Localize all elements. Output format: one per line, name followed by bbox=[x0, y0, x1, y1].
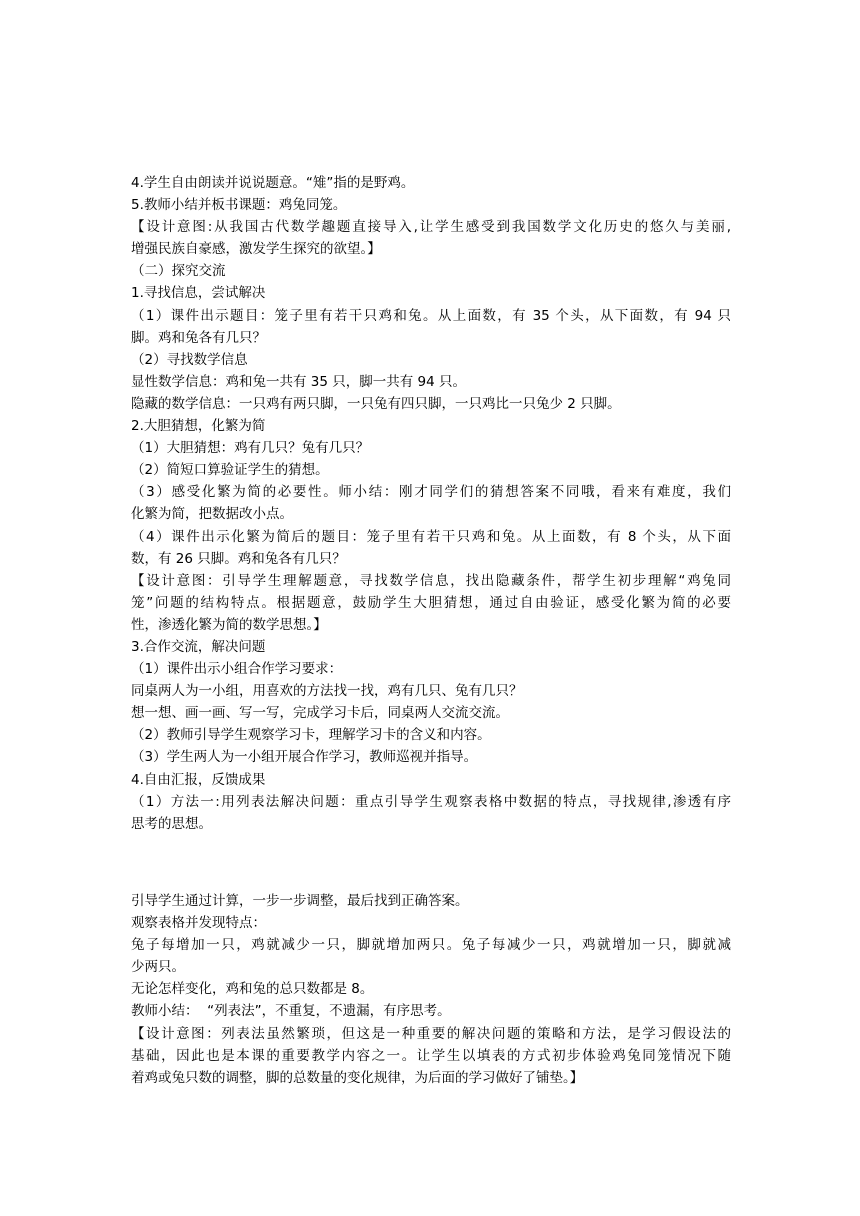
text-line: 2.大胆猜想，化繁为简 bbox=[131, 418, 266, 435]
text-line: 增强民族自豪感，激发学生探究的欲望。】 bbox=[131, 241, 381, 258]
text-line: 3.合作交流，解决问题 bbox=[131, 638, 266, 655]
text-line: （2）教师引导学生观察学习卡，理解学习卡的含义和内容。 bbox=[131, 727, 491, 744]
text-line: 【设计意图:从我国古代数学趣题直接导入,让学生感受到我国数学文化历史的悠久与美丽, bbox=[131, 219, 731, 236]
text-line: （1）课件出示题目：笼子里有若干只鸡和兔。从上面数，有 35 个头，从下面数，有 94 只 bbox=[131, 307, 731, 324]
text-line: 4.学生自由朗读并说说题意。“雉”指的是野鸡。 bbox=[131, 175, 415, 191]
text-line: 观察表格并发现特点： bbox=[131, 915, 266, 932]
text-line: （二）探究交流 bbox=[131, 263, 226, 280]
text-line: （2）简短口算验证学生的猜想。 bbox=[131, 462, 329, 479]
text-line: 教师小结： “列表法”，不重复，不遗漏，有序思考。 bbox=[131, 1003, 451, 1020]
lesson-section-table-method bbox=[131, 890, 731, 1089]
text-line: 【设计意图：引导学生理解题意，寻找数学信息，找出隐藏条件，帮学生初步理解“鸡兔同 bbox=[131, 572, 731, 589]
text-line: 化繁为简，把数据改小点。 bbox=[131, 506, 293, 523]
text-line: 同桌两人为一小组，用喜欢的方法找一找，鸡有几只、兔有几只？ bbox=[131, 683, 523, 700]
text-line: 隐藏的数学信息：一只鸡有两只脚，一只兔有四只脚，一只鸡比一只兔少 2 只脚。 bbox=[131, 395, 621, 412]
text-line: 基础，因此也是本课的重要教学内容之一。让学生以填表的方式初步体验鸡兔同笼情况下随 bbox=[131, 1047, 731, 1064]
text-line: 1.寻找信息，尝试解决 bbox=[131, 285, 266, 302]
text-line: （1）课件出示小组合作学习要求： bbox=[131, 661, 343, 678]
text-line: 着鸡或兔只数的调整，脚的总数量的变化规律，为后面的学习做好了铺垫。】 bbox=[131, 1069, 584, 1086]
text-line: （3）学生两人为一小组开展合作学习，教师巡视并指导。 bbox=[131, 749, 478, 766]
text-line: 5.教师小结并板书课题：鸡兔同笼。 bbox=[131, 197, 347, 214]
text-line: 想一想、画一画、写一写，完成学习卡后，同桌两人交流交流。 bbox=[131, 705, 509, 722]
text-line: 4.自由汇报，反馈成果 bbox=[131, 771, 266, 788]
text-line: （1）大胆猜想：鸡有几只？兔有几只？ bbox=[131, 440, 370, 457]
text-line: （3）感受化繁为简的必要性。师小结：刚才同学们的猜想答案不同哦，看来有难度，我们 bbox=[131, 484, 731, 501]
text-line: 引导学生通过计算，一步一步调整，最后找到正确答案。 bbox=[131, 893, 469, 909]
text-line: 性，渗透化繁为简的数学思想。】 bbox=[131, 616, 327, 633]
text-line: 数，有 26 只脚。鸡和兔各有几只？ bbox=[131, 550, 346, 567]
text-line: 显性数学信息：鸡和兔一共有 35 只，脚一共有 94 只。 bbox=[131, 373, 467, 390]
lesson-section-exploration bbox=[131, 172, 731, 835]
text-line: （1）方法一:用列表法解决问题：重点引导学生观察表格中数据的特点，寻找规律,渗透有序 bbox=[131, 793, 731, 810]
text-line: （4）课件出示化繁为简后的题目：笼子里有若干只鸡和兔。从上面数，有 8 个头，从下面 bbox=[131, 528, 731, 545]
text-line: 少两只。 bbox=[131, 959, 185, 976]
text-line: 【设计意图：列表法虽然繁琐，但这是一种重要的解决问题的策略和方法，是学习假设法的 bbox=[131, 1025, 731, 1042]
text-line: 思考的思想。 bbox=[131, 815, 212, 832]
text-line: 兔子每增加一只，鸡就减少一只，脚就增加两只。兔子每减少一只，鸡就增加一只，脚就减 bbox=[131, 937, 731, 954]
text-line: 无论怎样变化，鸡和兔的总只数都是 8。 bbox=[131, 981, 374, 998]
text-line: 脚。鸡和兔各有几只？ bbox=[131, 329, 266, 346]
text-line: （2）寻找数学信息 bbox=[131, 351, 248, 368]
text-line: 笼”问题的结构特点。根据题意，鼓励学生大胆猜想，通过自由验证，感受化繁为简的必要 bbox=[131, 594, 731, 611]
